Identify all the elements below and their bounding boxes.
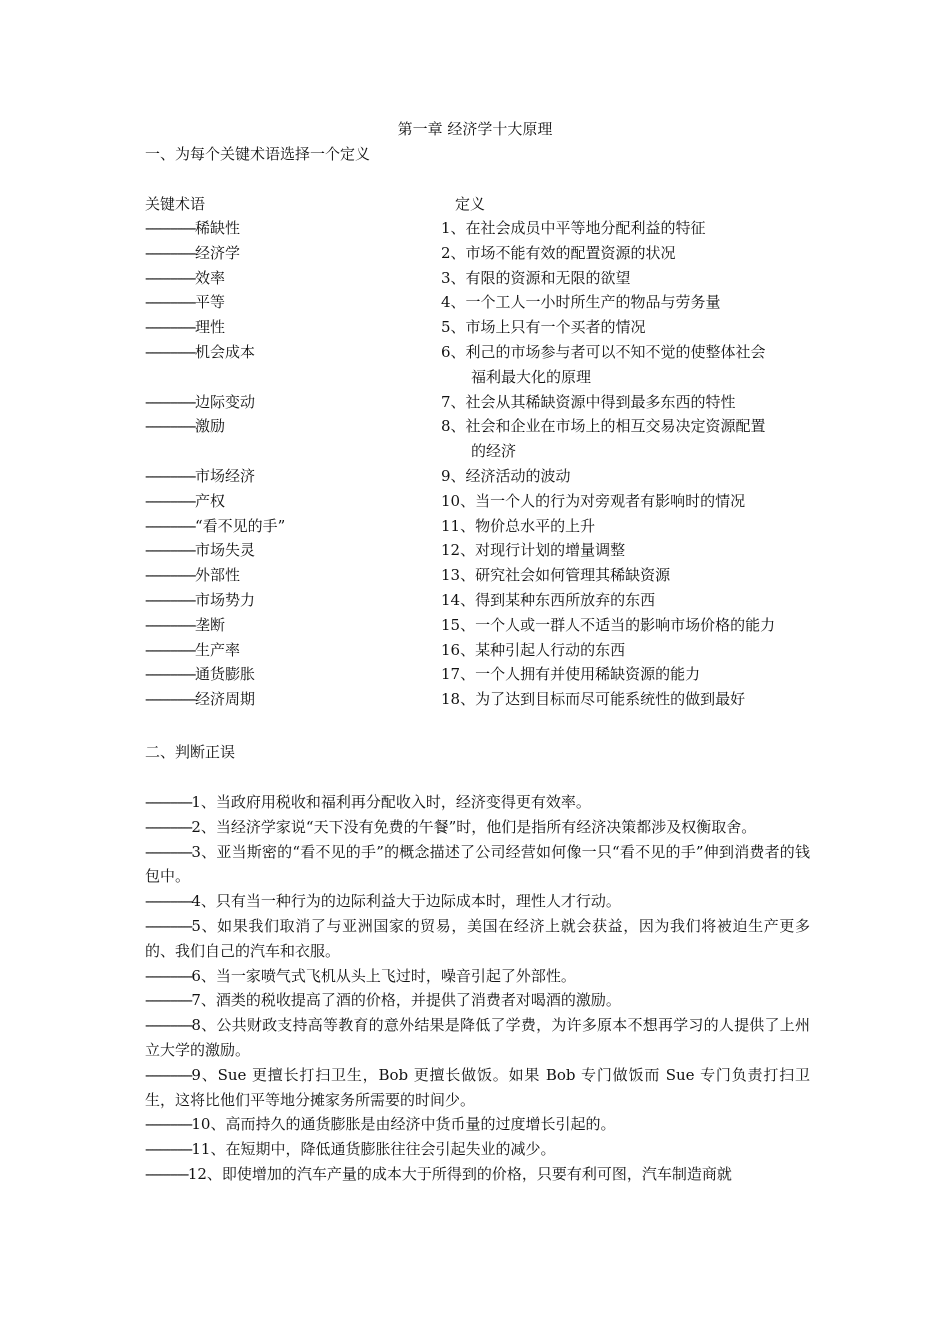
true-false-item	[145, 1162, 810, 1187]
statement-text: 5、如果我们取消了与亚洲国家的贸易，美国在经济上就会获益，因为我们将被迫生产更多的、我们自己的汽车和衣服。	[145, 916, 810, 960]
answer-blank[interactable]: -------------	[145, 1140, 192, 1159]
term-label: 外部性	[194, 566, 240, 585]
term-label: 经济周期	[194, 690, 255, 709]
definition-text: 12、对现行计划的增量调整	[441, 541, 626, 560]
term-row	[145, 290, 435, 315]
statement-text: 9、Sue 更擅长打扫卫生，Bob 更擅长做饭。如果 Bob 专门做饭而 Sue 专门负责打扫卫生，这将比他们平等地分摊家务所需要的时间少。	[145, 1065, 810, 1109]
definition-text: 11、物价总水平的上升	[441, 516, 596, 535]
term-label: 市场势力	[194, 590, 255, 609]
definition-item	[441, 390, 816, 415]
term-label: 产权	[194, 491, 225, 510]
term-row	[145, 538, 435, 563]
definition-item	[441, 588, 816, 613]
term-label: 垄断	[194, 615, 225, 634]
section1-heading: 一、为每个关键术语选择一个定义	[145, 145, 371, 163]
true-false-list	[145, 790, 810, 1187]
answer-blank[interactable]: -------------	[145, 916, 192, 935]
answer-blank[interactable]: --------------	[145, 516, 195, 535]
definition-text: 10、当一个人的行为对旁观者有影响时的情况	[441, 491, 746, 510]
statement-text: 11、在短期中，降低通货膨胀往往会引起失业的减少。	[191, 1140, 556, 1159]
statement-text: 8、公共财政支持高等教育的意外结果是降低了学费，为许多原本不想再学习的人提供了上州立大学的激励。	[145, 1016, 810, 1059]
statement-text: 10、高而持久的通货膨胀是由经济中货币量的过度增长引起的。	[191, 1115, 616, 1134]
definition-item	[441, 464, 816, 489]
definition-item	[441, 266, 816, 291]
term-row	[145, 266, 435, 291]
definitions-list	[441, 216, 816, 712]
term-label: 平等	[194, 293, 225, 312]
answer-blank[interactable]: --------------	[145, 590, 195, 609]
terms-list	[145, 216, 435, 712]
definition-item	[441, 489, 816, 514]
answer-blank[interactable]: --------------	[145, 417, 195, 436]
section2-heading: 二、判断正误	[145, 743, 236, 761]
term-row	[145, 489, 435, 514]
statement-text: 2、当经济学家说“天下没有免费的午餐”时，他们是指所有经济决策都涉及权衡取舍。	[191, 817, 757, 836]
true-false-item	[145, 988, 810, 1013]
statement-text: 7、酒类的税收提高了酒的价格，并提供了消费者对喝酒的激励。	[191, 991, 621, 1010]
definition-text: 17、一个人拥有并使用稀缺资源的能力	[441, 665, 701, 684]
answer-blank[interactable]: -------------	[145, 1115, 192, 1134]
term-label: 机会成本	[194, 342, 255, 361]
answer-blank[interactable]: --------------	[145, 342, 195, 361]
definition-text-continued: 福利最大化的原理	[471, 367, 592, 386]
definition-item	[441, 514, 816, 539]
definition-item	[441, 613, 816, 638]
true-false-item	[145, 815, 810, 840]
answer-blank[interactable]: -------------	[145, 793, 192, 811]
statement-text: 4、只有当一种行为的边际利益大于边际成本时，理性人才行动。	[191, 892, 621, 911]
answer-blank[interactable]: --------------	[145, 293, 195, 312]
definition-text: 3、有限的资源和无限的欲望	[441, 268, 631, 287]
term-label: 稀缺性	[194, 219, 240, 237]
answer-blank[interactable]: --------------	[145, 541, 195, 560]
definition-text: 5、市场上只有一个买者的情况	[441, 318, 646, 337]
answer-blank[interactable]: --------------	[145, 268, 195, 287]
term-row	[145, 638, 435, 663]
statement-text: 6、当一家喷气式飞机从头上飞过时，噪音引起了外部性。	[191, 966, 576, 985]
term-row	[145, 563, 435, 588]
definition-text: 9、经济活动的波动	[441, 466, 571, 485]
terms-column-header: 关键术语	[145, 195, 206, 213]
definition-text: 14、得到某种东西所放弃的东西	[441, 590, 656, 609]
statement-text: 1、当政府用税收和福利再分配收入时，经济变得更有效率。	[191, 793, 591, 811]
answer-blank[interactable]: --------------	[145, 318, 195, 337]
definition-item	[441, 638, 816, 663]
definition-text: 8、社会和企业在市场上的相互交易决定资源配置	[441, 417, 766, 436]
answer-blank[interactable]: --------------	[145, 566, 195, 585]
term-row	[145, 340, 435, 365]
true-false-item	[145, 889, 810, 914]
answer-blank[interactable]: --------------	[145, 690, 195, 709]
definition-item	[441, 241, 816, 266]
answer-blank[interactable]: --------------	[145, 466, 195, 485]
definition-text: 18、为了达到目标而尽可能系统性的做到最好	[441, 690, 746, 709]
term-row	[145, 514, 435, 539]
term-row	[145, 315, 435, 340]
true-false-item	[145, 1013, 810, 1063]
definition-item	[441, 216, 816, 241]
true-false-item	[145, 790, 810, 815]
answer-blank[interactable]: -------------	[145, 892, 192, 911]
term-label: 边际变动	[194, 392, 255, 411]
true-false-item	[145, 1137, 810, 1162]
true-false-item	[145, 964, 810, 989]
statement-text: 3、亚当斯密的“看不见的手”的概念描述了公司经营如何像一只“看不见的手”伸到消费者的钱包中。	[145, 842, 810, 886]
definition-text: 13、研究社会如何管理其稀缺资源	[441, 566, 671, 585]
statement-text: 12、即使增加的汽车产量的成本大于所得到的价格，只要有利可图，汽车制造商就	[187, 1164, 732, 1183]
row-spacer	[145, 439, 435, 464]
chapter-title: 第一章 经济学十大原理	[397, 120, 553, 138]
term-label: 激励	[194, 417, 225, 436]
definition-item	[441, 538, 816, 563]
answer-blank[interactable]: -------------	[145, 991, 192, 1010]
answer-blank[interactable]: --------------	[145, 243, 195, 262]
definitions-column-header: 定义	[455, 195, 486, 213]
definition-text-continued: 的经济	[471, 442, 517, 461]
definition-text: 7、社会从其稀缺资源中得到最多东西的特性	[441, 392, 736, 411]
term-row	[145, 390, 435, 415]
true-false-item	[145, 840, 810, 890]
definition-item	[441, 315, 816, 340]
definition-item	[441, 563, 816, 588]
answer-blank[interactable]: ------------	[145, 1164, 188, 1183]
answer-blank[interactable]: --------------	[145, 219, 195, 237]
definition-text: 2、市场不能有效的配置资源的状况	[441, 243, 676, 262]
term-label: 市场经济	[194, 466, 255, 485]
row-spacer	[145, 365, 435, 390]
definition-item	[441, 662, 816, 687]
true-false-item	[145, 914, 810, 964]
answer-blank[interactable]: -------------	[145, 1016, 192, 1035]
answer-blank[interactable]: --------------	[145, 392, 195, 411]
term-label: 经济学	[194, 243, 240, 262]
answer-blank[interactable]: --------------	[145, 615, 195, 634]
true-false-item	[145, 1112, 810, 1137]
term-label: 效率	[194, 268, 225, 287]
term-row	[145, 613, 435, 638]
definition-item	[441, 687, 816, 712]
definition-text: 1、在社会成员中平等地分配利益的特征	[441, 219, 706, 237]
answer-blank[interactable]: --------------	[145, 640, 195, 659]
term-row	[145, 241, 435, 266]
definition-text: 15、一个人或一群人不适当的影响市场价格的能力	[441, 615, 776, 634]
term-label: 生产率	[194, 640, 240, 659]
definition-text: 16、某种引起人行动的东西	[441, 640, 626, 659]
answer-blank[interactable]: -------------	[145, 842, 192, 861]
answer-blank[interactable]: -------------	[145, 966, 192, 985]
term-row	[145, 687, 435, 712]
term-row	[145, 414, 435, 439]
answer-blank[interactable]: --------------	[145, 491, 195, 510]
term-row	[145, 464, 435, 489]
term-label: “看不见的手”	[194, 516, 286, 535]
term-label: 市场失灵	[194, 541, 255, 560]
term-row	[145, 662, 435, 687]
term-label: 理性	[194, 318, 225, 337]
definition-item	[441, 414, 816, 464]
term-row	[145, 216, 435, 241]
definition-item	[441, 340, 816, 390]
definition-text: 4、一个工人一小时所生产的物品与劳务量	[441, 293, 721, 312]
true-false-item	[145, 1063, 810, 1113]
answer-blank[interactable]: --------------	[145, 665, 195, 684]
term-label: 通货膨胀	[194, 665, 255, 684]
definition-item	[441, 290, 816, 315]
term-row	[145, 588, 435, 613]
answer-blank[interactable]: -------------	[145, 817, 192, 836]
definition-text: 6、利己的市场参与者可以不知不觉的使整体社会	[441, 342, 766, 361]
answer-blank[interactable]: -------------	[145, 1065, 192, 1084]
